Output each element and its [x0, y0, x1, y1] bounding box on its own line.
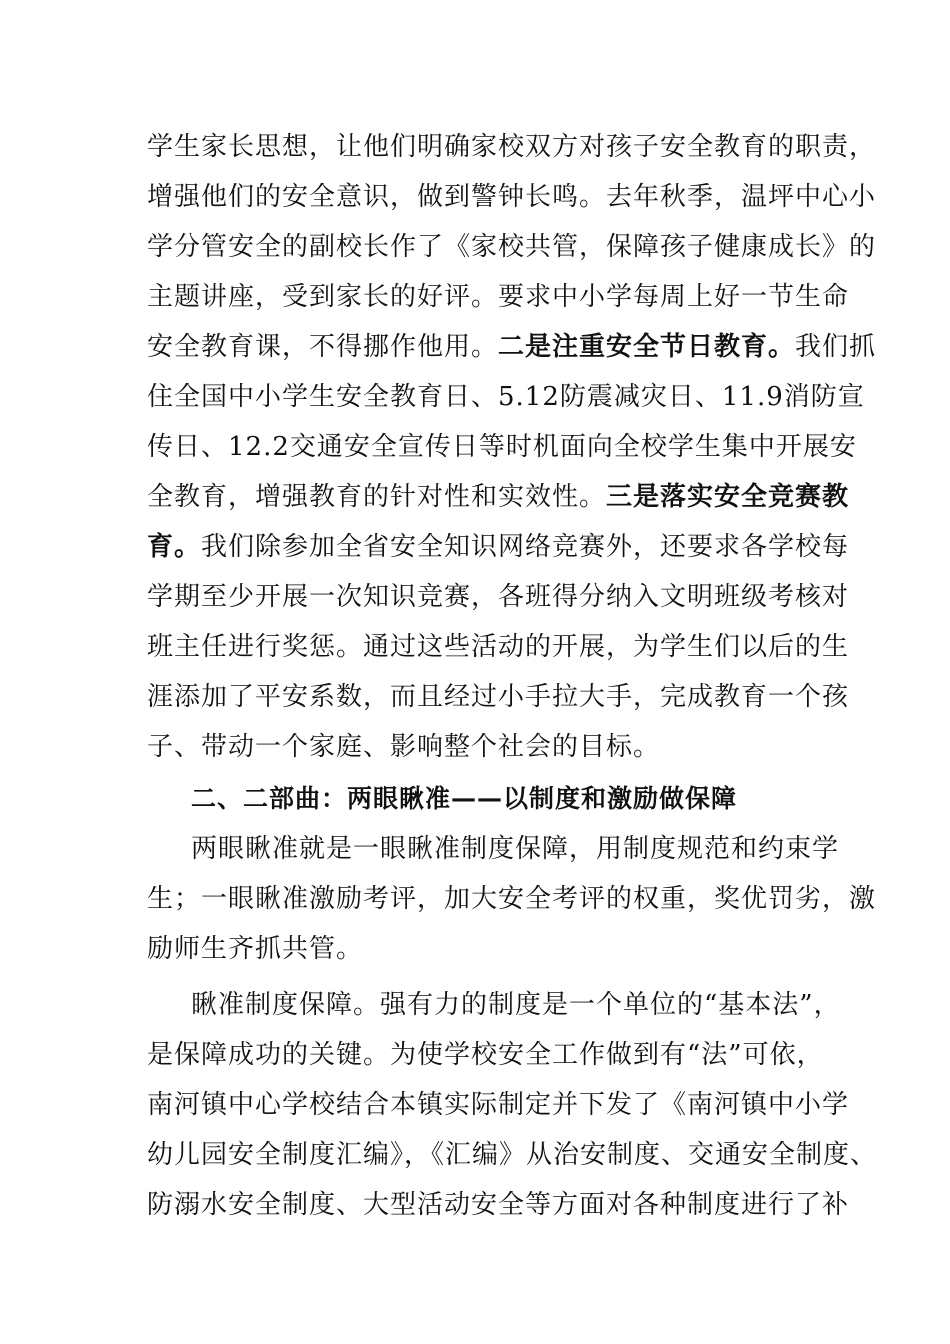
text-line: 涯添加了平安系数，而且经过小手拉大手，完成教育一个孩 [147, 682, 850, 712]
text-line: 励师生齐抓共管。 [147, 934, 364, 964]
text-line: 传日、12.2交通安全宣传日等时机面向全校学生集中开展安 [147, 432, 857, 462]
text-line: 学期至少开展一次知识竞赛，各班得分纳入文明班级考核对 [147, 582, 850, 612]
text-segment: 我们除参加全省安全知识网络竞赛外，还要求各学校每 [201, 532, 850, 562]
text-line: 班主任进行奖惩。通过这些活动的开展，为学生们以后的生 [147, 632, 850, 662]
text-line: 子、带动一个家庭、影响整个社会的目标。 [147, 732, 661, 762]
text-segment: 全教育，增强教育的针对性和实效性。 [147, 482, 607, 512]
section-heading: 二、二部曲：两眼瞅准——以制度和激励做保障 [191, 784, 738, 813]
paragraph-1 [147, 122, 877, 772]
text-line: 增强他们的安全意识，做到警钟长鸣。去年秋季，温坪中心小 [147, 182, 877, 212]
text-segment: 安全教育课，不得挪作他用。 [147, 332, 499, 362]
text-line: 幼儿园安全制度汇编》，《汇编》从治安制度、交通安全制度、 [147, 1140, 878, 1170]
paragraph-3 [147, 980, 878, 1230]
text-line: 瞅准制度保障。强有力的制度是一个单位的“基本法”， [191, 990, 841, 1020]
bold-subheading: 育。 [147, 532, 202, 562]
text-segment: 我们抓 [795, 332, 877, 362]
text-line [147, 472, 850, 522]
bold-subheading: 二是注重安全节日教育。 [498, 332, 796, 362]
text-line: 南河镇中心学校结合本镇实际制定并下发了《南河镇中小学 [147, 1090, 850, 1120]
text-line [147, 522, 850, 572]
text-line: 两眼瞅准就是一眼瞅准制度保障，用制度规范和约束学 [191, 834, 840, 864]
text-line: 防溺水安全制度、大型活动安全等方面对各种制度进行了补 [147, 1190, 850, 1220]
text-line [147, 322, 877, 372]
paragraph-2 [147, 824, 877, 974]
text-line: 主题讲座，受到家长的好评。要求中小学每周上好一节生命 [147, 282, 850, 312]
bold-subheading: 三是落实安全竞赛教 [606, 482, 850, 512]
text-line: 是保障成功的关键。为使学校安全工作做到有“法”可依， [147, 1040, 824, 1070]
text-line: 学生家长思想，让他们明确家校双方对孩子安全教育的职责， [147, 132, 877, 162]
text-line: 学分管安全的副校长作了《家校共管，保障孩子健康成长》的 [147, 232, 877, 262]
section-heading-block [147, 774, 807, 824]
text-line: 住全国中小学生安全教育日、5.12防震减灾日、11.9消防宣 [147, 382, 865, 412]
text-line: 生；一眼瞅准激励考评，加大安全考评的权重，奖优罚劣，激 [147, 884, 877, 914]
